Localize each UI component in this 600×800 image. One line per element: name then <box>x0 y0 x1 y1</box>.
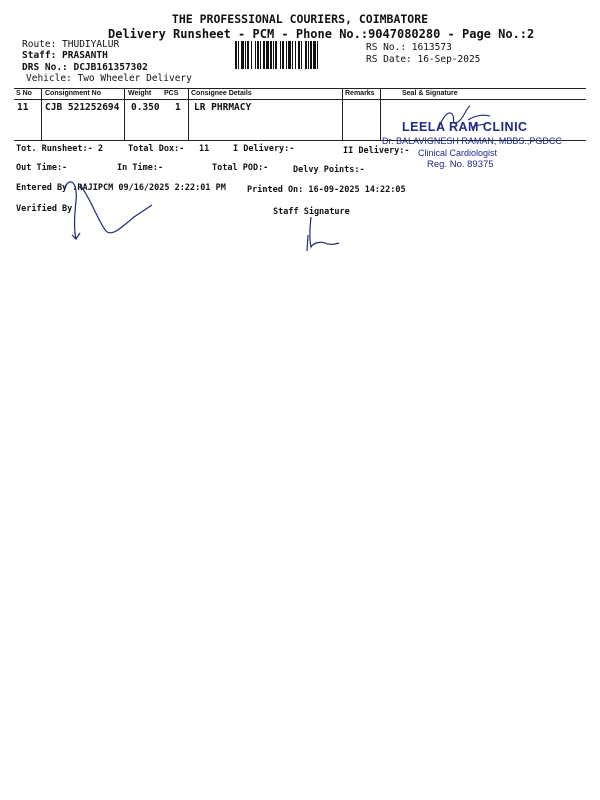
row-s-no: 11 <box>17 102 29 113</box>
receiver-signature <box>430 100 500 140</box>
barcode-bar <box>245 41 246 69</box>
barcode-bar <box>275 41 277 69</box>
barcode-bar <box>282 41 284 69</box>
staff-signature <box>295 215 345 255</box>
barcode-bar <box>313 41 316 69</box>
barcode-bar <box>273 41 274 69</box>
barcode <box>235 41 363 69</box>
out-time: Out Time:- <box>16 163 68 173</box>
table-top-border <box>14 88 586 89</box>
row-consignee: LR PHRMACY <box>194 102 252 113</box>
header-seal-signature: Seal & Signature <box>402 90 458 97</box>
in-time: In Time:- <box>117 163 164 173</box>
column-divider <box>342 88 343 141</box>
total-pod: Total POD:- <box>212 163 269 173</box>
ii-delivery: II Delivery:- <box>343 146 410 156</box>
verified-by: Verified By <box>16 204 73 214</box>
total-runsheet: Tot. Runsheet:- 2 <box>16 144 103 154</box>
rs-date: RS Date: 16-Sep-2025 <box>366 54 481 65</box>
barcode-bar <box>260 41 261 69</box>
verifier-signature <box>50 175 160 250</box>
barcode-bar <box>247 41 249 69</box>
header-weight: Weight <box>128 90 152 97</box>
barcode-bar <box>292 41 293 69</box>
barcode-bar <box>263 41 265 69</box>
barcode-bar <box>235 41 237 69</box>
rs-number: RS No.: 1613573 <box>366 42 452 53</box>
barcode-bar <box>270 41 272 69</box>
printed-on: Printed On: 16-09-2025 14:22:05 <box>247 185 406 195</box>
staff-signature-label: Staff Signature <box>273 207 350 217</box>
delivery-points: Delvy Points:- <box>293 165 365 175</box>
column-divider <box>188 88 189 141</box>
document-title: THE PROFESSIONAL COURIERS, COIMBATORE <box>171 12 429 26</box>
staff-label: Staff: PRASANTH <box>22 50 108 61</box>
barcode-bar <box>288 41 291 69</box>
i-delivery: I Delivery:- <box>233 144 295 154</box>
row-consignment-no: CJB 521252694 <box>45 102 120 113</box>
header-s-no: S No <box>16 90 32 97</box>
barcode-bar <box>308 41 309 69</box>
barcode-bar <box>305 41 307 69</box>
barcode-bar <box>257 41 259 69</box>
barcode-bar <box>238 41 239 69</box>
barcode-bar <box>266 41 269 69</box>
barcode-bar <box>295 41 296 69</box>
barcode-bar <box>286 41 287 69</box>
total-dox-value: 11 <box>199 144 210 154</box>
total-dox-label: Total Dox:- <box>128 144 185 154</box>
header-consignee-details: Consignee Details <box>191 90 252 97</box>
drs-number: DRS No.: DCJB161357302 <box>22 62 148 73</box>
table-header-divider <box>14 99 586 100</box>
vehicle-label: Vehicle: Two Wheeler Delivery <box>26 73 192 84</box>
stamp-doctor-name: Dr. BALAVIGNESH RAMAN, MBBS.,PGDCC <box>382 136 562 146</box>
header-pcs: PCS <box>164 90 179 97</box>
row-weight: 0.350 <box>131 102 160 113</box>
barcode-bar <box>255 41 256 69</box>
route-label: Route: THUDIYALUR <box>22 39 120 50</box>
barcode-bar <box>280 41 281 69</box>
barcode-bar <box>251 41 252 69</box>
barcode-bar <box>317 41 318 69</box>
stamp-role: Clinical Cardiologist <box>418 148 498 158</box>
header-remarks: Remarks <box>345 90 375 97</box>
document-subtitle: Delivery Runsheet - PCM - Phone No.:9047080280 - Page No.:2 <box>108 27 535 41</box>
header-consignment-no: Consignment No <box>45 90 101 97</box>
row-pcs: 1 <box>175 102 181 113</box>
barcode-bar <box>298 41 300 69</box>
entered-by: Entered By :RAJIPCM 09/16/2025 2:22:01 PM <box>16 183 226 193</box>
stamp-clinic-name: LEELA RAM CLINIC <box>402 120 528 134</box>
barcode-bar <box>310 41 312 69</box>
column-divider <box>124 88 125 141</box>
stamp-registration: Reg. No. 89375 <box>427 159 494 170</box>
barcode-bar <box>241 41 244 69</box>
barcode-bar <box>301 41 302 69</box>
column-divider <box>41 88 42 141</box>
